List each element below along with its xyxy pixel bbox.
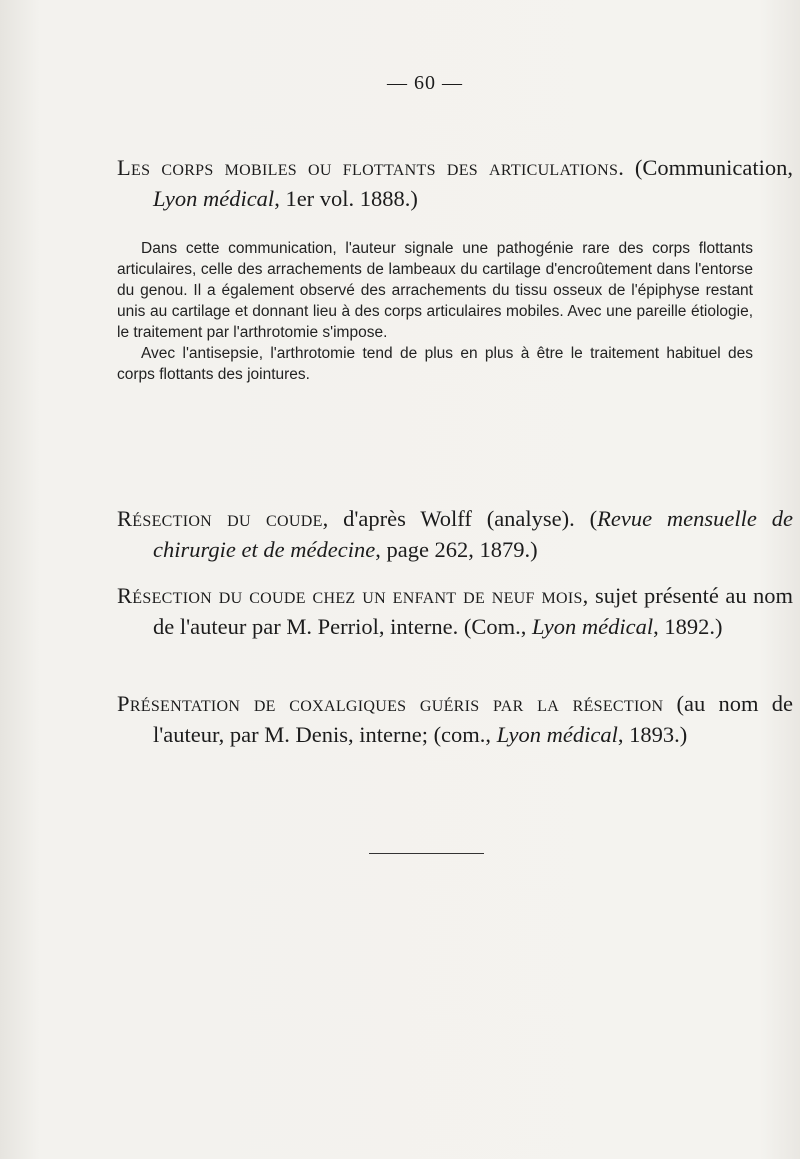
bibliography-entry xyxy=(117,580,793,642)
entry-title: Les corps mobiles ou flottants des articulations. xyxy=(117,155,625,180)
bibliography-entry xyxy=(117,503,793,565)
entry-title: Résection du coude xyxy=(117,506,323,531)
entry-details: (au nom de l'auteur, par M. Denis, interne; (com., xyxy=(153,691,793,747)
entry-details: (Communication, xyxy=(624,155,793,180)
entry-citation: , 1893.) xyxy=(617,722,688,747)
entry-citation: , page 262, 1879.) xyxy=(375,537,538,562)
entry-citation: , 1892.) xyxy=(653,614,723,639)
entry-details: sujet présenté au nom de l'auteur par M. Perriol, interne. (Com., xyxy=(153,583,793,639)
journal-name: Lyon médical xyxy=(496,722,618,747)
journal-name: Lyon médical xyxy=(153,186,275,211)
entry-citation: , 1er vol. 1888.) xyxy=(274,186,418,211)
page-number: — 60 — xyxy=(387,72,463,94)
bibliography-entry xyxy=(117,688,793,750)
bibliography-entry xyxy=(117,152,793,214)
section-divider xyxy=(369,853,484,854)
journal-name: Lyon médical xyxy=(531,614,654,639)
entry-title: Présentation de coxalgiques guéris par la résection xyxy=(117,691,664,716)
abstract xyxy=(117,238,753,385)
abstract-paragraph: Dans cette communication, l'auteur signale une pathogénie rare des corps flottants articulaires, celle des arrachements de lambeaux du cartilage d'encroûtement dans l'entorse du genou. Il a également observé des arrachements du tissu osseux de l'épiphyse restant unis au cartilage et donnant lieu à des corps articulaires mobiles. Avec une pareille étiologie, le traitement par l'arthrotomie s'impose. xyxy=(117,240,753,341)
entry-details: , d'après Wolff (analyse). ( xyxy=(322,506,598,531)
journal-name: Revue mensuelle de chirurgie et de médecine xyxy=(153,506,793,562)
entry-title: Résection du coude chez un enfant de neuf mois, xyxy=(117,583,589,608)
abstract-paragraph: Avec l'antisepsie, l'arthrotomie tend de plus en plus à être le traitement habituel des corps flottants des jointures. xyxy=(117,345,753,383)
